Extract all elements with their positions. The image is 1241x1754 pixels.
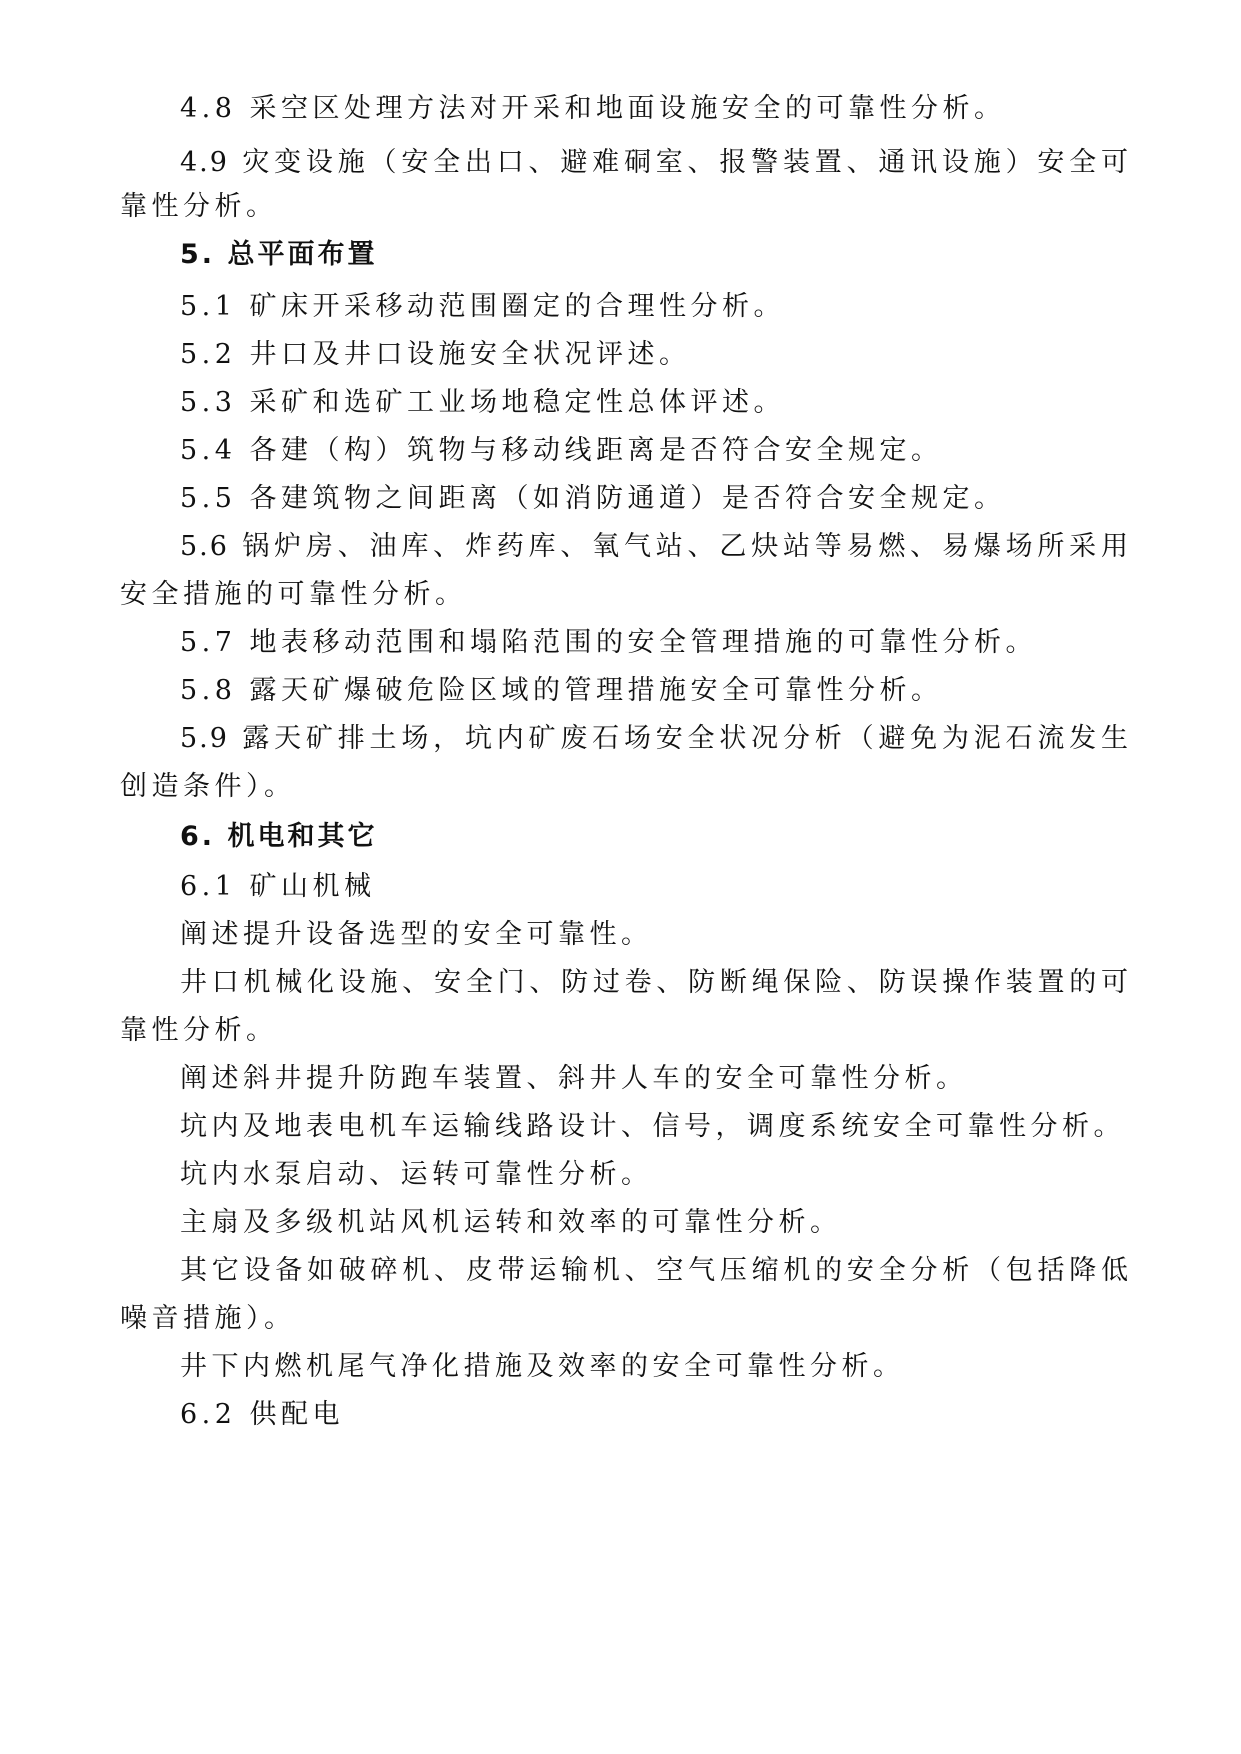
text-line-4-9-cont: 靠性分析。 (120, 191, 278, 222)
text-line-5-6-cont: 安全措施的可靠性分析。 (120, 579, 467, 610)
text-line-5-2: 5.2 井口及井口设施安全状况评述。 (180, 339, 691, 370)
text-line-4-8: 4.8 采空区处理方法对开采和地面设施安全的可靠性分析。 (180, 93, 1006, 124)
subsection-heading-6-2: 6.2 供配电 (180, 1399, 345, 1430)
text-line-other: 其它设备如破碎机、皮带运输机、空气压缩机的安全分析（包括降低 (180, 1255, 1130, 1286)
text-line-5-9: 5.9 露天矿排土场，坑内矿废石场安全状况分析（避免为泥石流发生 (180, 723, 1130, 754)
text-line-5-6: 5.6 锅炉房、油库、炸药库、氧气站、乙炔站等易燃、易爆场所采用 (180, 531, 1130, 562)
text-line-shaft: 井口机械化设施、安全门、防过卷、防断绳保险、防误操作装置的可 (180, 967, 1130, 998)
text-line-fan: 主扇及多级机站风机运转和效率的可靠性分析。 (180, 1207, 842, 1238)
section-heading-6: 6. 机电和其它 (180, 821, 378, 852)
text-line-5-9-cont: 创造条件）。 (120, 771, 296, 802)
text-line-5-8: 5.8 露天矿爆破危险区域的管理措施安全可靠性分析。 (180, 675, 943, 706)
text-line-5-1: 5.1 矿床开采移动范围圈定的合理性分析。 (180, 291, 786, 322)
text-line-shaft-cont: 靠性分析。 (120, 1015, 278, 1046)
text-line-hoist: 阐述提升设备选型的安全可靠性。 (180, 919, 653, 950)
text-line-other-cont: 噪音措施）。 (120, 1303, 296, 1334)
text-line-5-5: 5.5 各建筑物之间距离（如消防通道）是否符合安全规定。 (180, 483, 1006, 514)
text-line-pump: 坑内水泵启动、运转可靠性分析。 (180, 1159, 653, 1190)
text-line-5-7: 5.7 地表移动范围和塌陷范围的安全管理措施的可靠性分析。 (180, 627, 1038, 658)
subsection-heading-6-1: 6.1 矿山机械 (180, 871, 376, 902)
text-line-locomotive: 坑内及地表电机车运输线路设计、信号，调度系统安全可靠性分析。 (180, 1111, 1125, 1142)
text-line-incline: 阐述斜井提升防跑车装置、斜井人车的安全可靠性分析。 (180, 1063, 968, 1094)
text-line-4-9: 4.9 灾变设施（安全出口、避难硐室、报警装置、通讯设施）安全可 (180, 147, 1130, 178)
text-line-5-4: 5.4 各建（构）筑物与移动线距离是否符合安全规定。 (180, 435, 943, 466)
text-line-diesel: 井下内燃机尾气净化措施及效率的安全可靠性分析。 (180, 1351, 905, 1382)
text-line-5-3: 5.3 采矿和选矿工业场地稳定性总体评述。 (180, 387, 786, 418)
section-heading-5: 5. 总平面布置 (180, 239, 378, 270)
